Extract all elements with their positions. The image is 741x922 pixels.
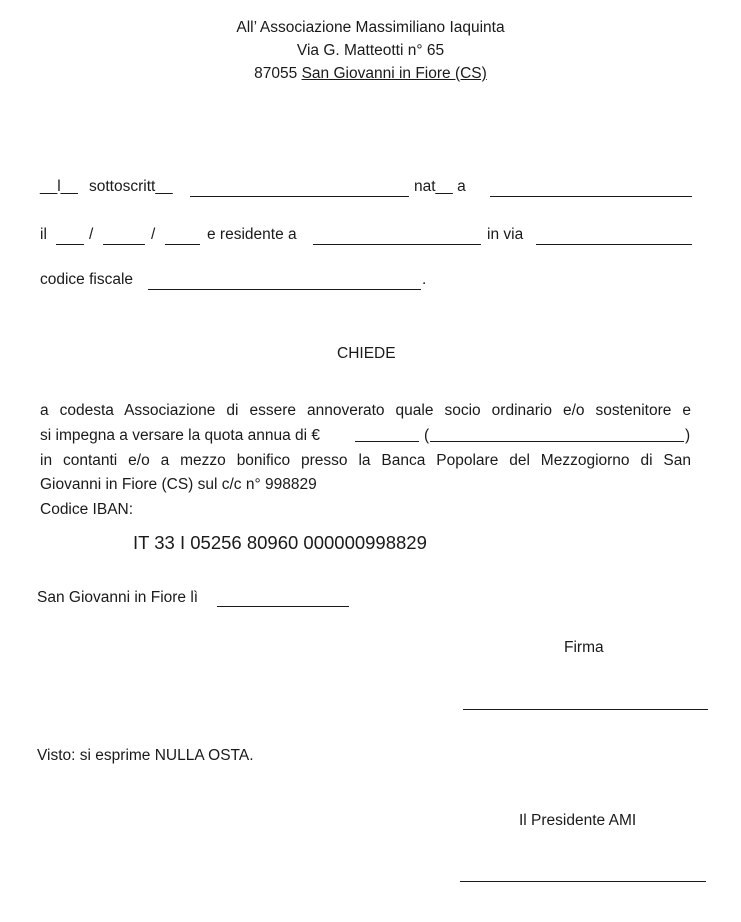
- date-separator: /: [151, 226, 156, 243]
- paren-open: (: [424, 427, 430, 444]
- sottoscritto-label: sottoscritt__: [89, 178, 173, 195]
- recipient-street: Via G. Matteotti n° 65: [296, 42, 445, 59]
- request-line-2: [40, 423, 320, 448]
- recipient-city-line: [0, 62, 741, 85]
- iban-code: IT 33 I 05256 80960 000000998829: [133, 532, 427, 553]
- paren-close: ): [685, 427, 691, 444]
- birth-year-field[interactable]: [165, 244, 200, 245]
- request-line-3: in contanti e/o a mezzo bonifico presso la Banca Popolare del Mezzogiorno di San: [40, 452, 691, 469]
- name-field[interactable]: [190, 196, 409, 197]
- recipient-name: All’ Associazione Massimiliano Iaquinta: [236, 19, 505, 36]
- birth-month-field[interactable]: [103, 244, 145, 245]
- postal-code: 87055: [254, 65, 298, 82]
- chiede-heading: CHIEDE: [337, 345, 396, 362]
- request-line-1: a codesta Associazione di essere annoverato quale socio ordinario e/o sostenitore e: [40, 402, 691, 419]
- visto-statement: Visto: si esprime NULLA OSTA.: [37, 747, 254, 764]
- birthplace-field[interactable]: [490, 196, 692, 197]
- birth-day-field[interactable]: [56, 244, 84, 245]
- nato-label: nat__ a: [414, 178, 466, 195]
- codice-fiscale-label: codice fiscale: [40, 271, 134, 288]
- quota-words-field[interactable]: [430, 441, 684, 442]
- city-name: San Giovanni in Fiore (CS): [301, 65, 487, 82]
- address-block: [0, 16, 741, 85]
- quota-amount-field[interactable]: [355, 441, 419, 442]
- residence-city-field[interactable]: [313, 244, 481, 245]
- date-field[interactable]: [217, 606, 349, 607]
- place-date-label: San Giovanni in Fiore lì: [37, 589, 199, 606]
- signature-field[interactable]: [463, 709, 708, 710]
- quota-text: si impegna a versare la quota annua di €: [40, 427, 321, 444]
- date-separator: /: [89, 226, 94, 243]
- residente-label: e residente a: [207, 226, 297, 243]
- request-line-4: Giovanni in Fiore (CS) sul c/c n° 998829: [40, 476, 317, 493]
- via-label: in via: [487, 226, 524, 243]
- street-field[interactable]: [536, 244, 692, 245]
- president-label: Il Presidente AMI: [519, 812, 637, 829]
- codice-fiscale-field[interactable]: [148, 289, 421, 290]
- signature-label: Firma: [564, 639, 604, 656]
- president-signature-field[interactable]: [460, 881, 706, 882]
- gender-prefix: __l__: [40, 178, 78, 195]
- cf-period: .: [422, 271, 427, 288]
- il-label: il: [40, 226, 47, 243]
- iban-label: Codice IBAN:: [40, 501, 134, 518]
